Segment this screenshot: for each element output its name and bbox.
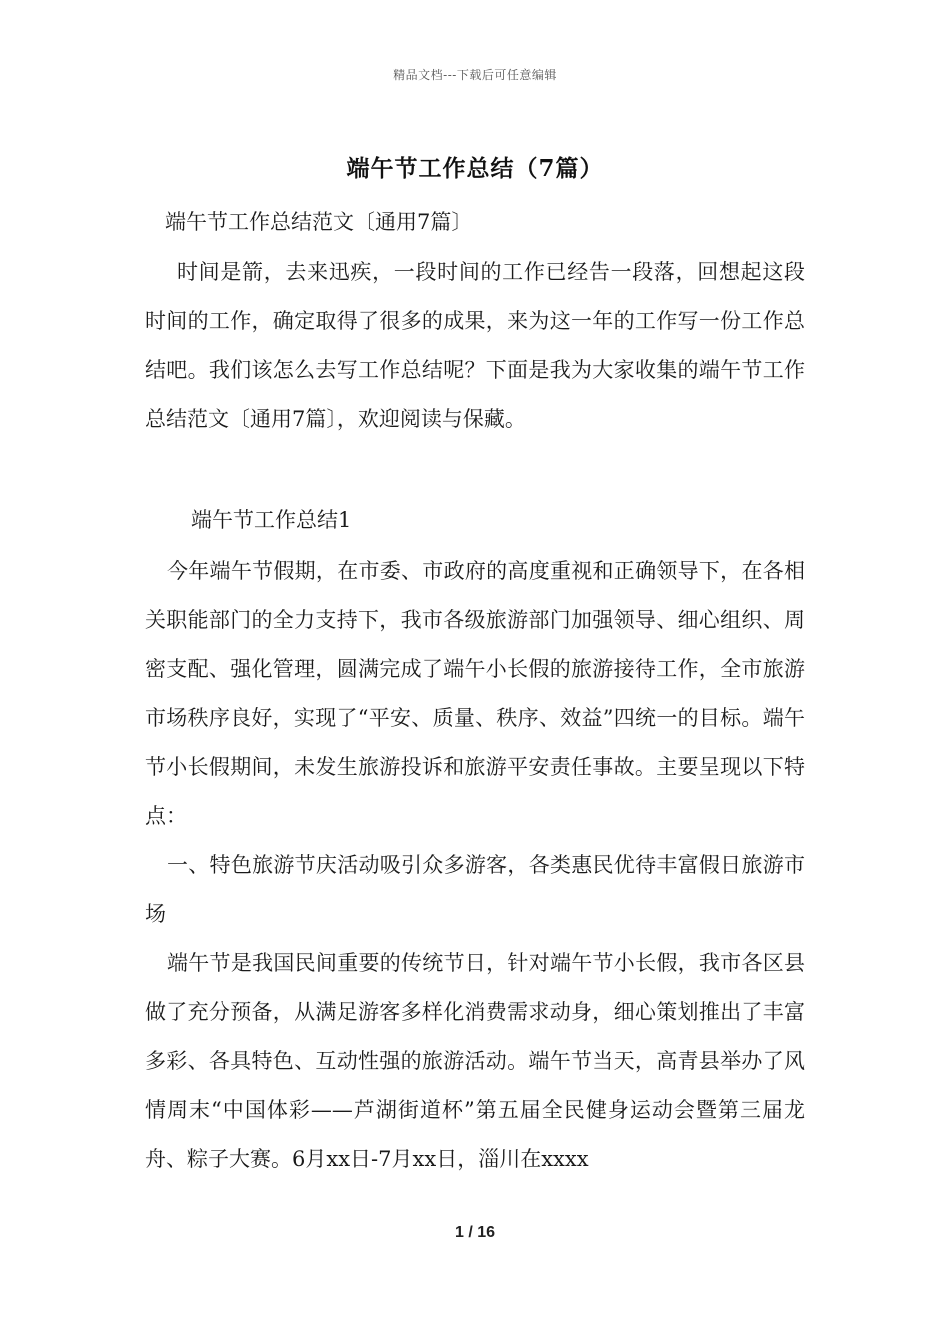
intro-paragraph: 时间是箭，去来迅疾，一段时间的工作已经告一段落，回想起这段时间的工作，确定取得了很多的成果，来为这一年的工作写一份工作总结吧。我们该怎么去写工作总结呢？下面是我为大家收集的端午节工作总结范文〔通用7篇〕，欢迎阅读与保藏。 — [145, 260, 805, 431]
section-heading-1: 端午节工作总结1 — [191, 508, 352, 532]
document-subtitle: 端午节工作总结范文〔通用7篇〕 — [165, 210, 473, 234]
document-body — [145, 200, 805, 1184]
paragraph-spacer — [145, 444, 805, 493]
page-indicator: 1 / 16 — [454, 1224, 496, 1241]
body-paragraph-3: 端午节是我国民间重要的传统节日，针对端午节小长假，我市各区县做了充分预备，从满足游客多样化消费需求动身，细心策划推出了丰富多彩、各具特色、互动性强的旅游活动。端午节当天，高青县举办了风情周末“中国体彩——芦湖街道杯”第五届全民健身运动会暨第三届龙舟、粽子大赛。6月xx日-7月xx日，淄川在xxxx — [145, 951, 805, 1171]
body-paragraph-2: 一、特色旅游节庆活动吸引众多游客，各类惠民优待丰富假日旅游市场 — [145, 853, 805, 926]
header-note: 精品文档---下载后可任意编辑 — [393, 68, 557, 82]
document-title: 端午节工作总结（7篇） — [346, 155, 604, 182]
body-paragraph-1: 今年端午节假期，在市委、市政府的高度重视和正确领导下，在各相关职能部门的全力支持下，我市各级旅游部门加强领导、细心组织、周密支配、强化管理，圆满完成了端午小长假的旅游接待工作，全市旅游市场秩序良好，实现了“平安、质量、秩序、效益”四统一的目标。端午节小长假期间，未发生旅游投诉和旅游平安责任事故。主要呈现以下特点： — [145, 559, 805, 828]
